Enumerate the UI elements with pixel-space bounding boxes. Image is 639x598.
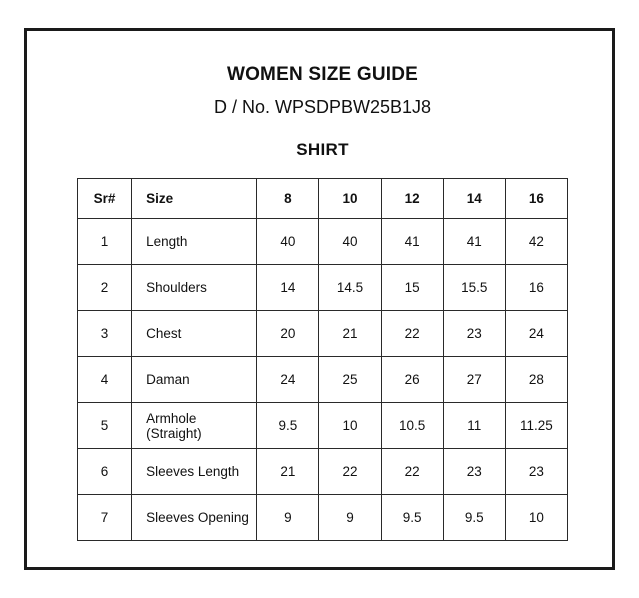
page-border-frame	[24, 28, 615, 570]
row-4-sr: 4	[78, 357, 132, 403]
table-row	[78, 449, 568, 495]
row-6-size-14: 23	[443, 449, 505, 495]
row-5-size-14: 11	[443, 403, 505, 449]
row-2-size-16: 16	[505, 265, 567, 311]
table-header	[78, 179, 568, 219]
column-header-10: 10	[319, 179, 381, 219]
row-1-sr: 1	[78, 219, 132, 265]
table-row	[78, 403, 568, 449]
row-5-size-10: 10	[319, 403, 381, 449]
row-1-measurement: Length	[132, 219, 257, 265]
table-row	[78, 265, 568, 311]
section-title: SHIRT	[296, 140, 349, 159]
table-body	[78, 219, 568, 541]
row-7-size-10: 9	[319, 495, 381, 541]
row-2-measurement: Shoulders	[132, 265, 257, 311]
row-1-size-16: 42	[505, 219, 567, 265]
row-4-measurement: Daman	[132, 357, 257, 403]
column-header-14: 14	[443, 179, 505, 219]
row-5-size-8: 9.5	[257, 403, 319, 449]
row-7-sr: 7	[78, 495, 132, 541]
size-guide-content	[27, 31, 618, 541]
row-5-size-12: 10.5	[381, 403, 443, 449]
row-3-measurement: Chest	[132, 311, 257, 357]
row-6-size-16: 23	[505, 449, 567, 495]
row-6-sr: 6	[78, 449, 132, 495]
row-7-size-12: 9.5	[381, 495, 443, 541]
size-chart-table	[77, 178, 568, 541]
row-3-size-14: 23	[443, 311, 505, 357]
row-3-size-10: 21	[319, 311, 381, 357]
design-number: D / No. WPSDPBW25B1J8	[213, 97, 432, 117]
row-4-size-14: 27	[443, 357, 505, 403]
row-5-sr: 5	[78, 403, 132, 449]
row-1-size-10: 40	[319, 219, 381, 265]
table-header-row	[78, 179, 568, 219]
column-header-12: 12	[381, 179, 443, 219]
row-4-size-12: 26	[381, 357, 443, 403]
row-5-size-16: 11.25	[505, 403, 567, 449]
column-header-size: Size	[132, 179, 257, 219]
row-2-size-8: 14	[257, 265, 319, 311]
page-title: WOMEN SIZE GUIDE	[226, 64, 419, 85]
row-3-size-16: 24	[505, 311, 567, 357]
row-1-size-8: 40	[257, 219, 319, 265]
column-header-16: 16	[505, 179, 567, 219]
table-row	[78, 357, 568, 403]
row-3-size-12: 22	[381, 311, 443, 357]
row-6-size-12: 22	[381, 449, 443, 495]
row-7-size-16: 10	[505, 495, 567, 541]
table-row	[78, 311, 568, 357]
column-header-8: 8	[257, 179, 319, 219]
row-4-size-10: 25	[319, 357, 381, 403]
row-6-size-8: 21	[257, 449, 319, 495]
row-4-size-16: 28	[505, 357, 567, 403]
row-7-size-14: 9.5	[443, 495, 505, 541]
row-5-measurement: Armhole (Straight)	[132, 403, 257, 449]
row-4-size-8: 24	[257, 357, 319, 403]
row-6-measurement: Sleeves Length	[132, 449, 257, 495]
row-7-measurement: Sleeves Opening	[132, 495, 257, 541]
row-1-size-14: 41	[443, 219, 505, 265]
row-2-size-14: 15.5	[443, 265, 505, 311]
column-header-sr: Sr#	[78, 179, 132, 219]
row-3-size-8: 20	[257, 311, 319, 357]
row-6-size-10: 22	[319, 449, 381, 495]
row-1-size-12: 41	[381, 219, 443, 265]
table-row	[78, 495, 568, 541]
row-2-size-12: 15	[381, 265, 443, 311]
row-2-size-10: 14.5	[319, 265, 381, 311]
table-row	[78, 219, 568, 265]
row-3-sr: 3	[78, 311, 132, 357]
row-7-size-8: 9	[257, 495, 319, 541]
row-2-sr: 2	[78, 265, 132, 311]
